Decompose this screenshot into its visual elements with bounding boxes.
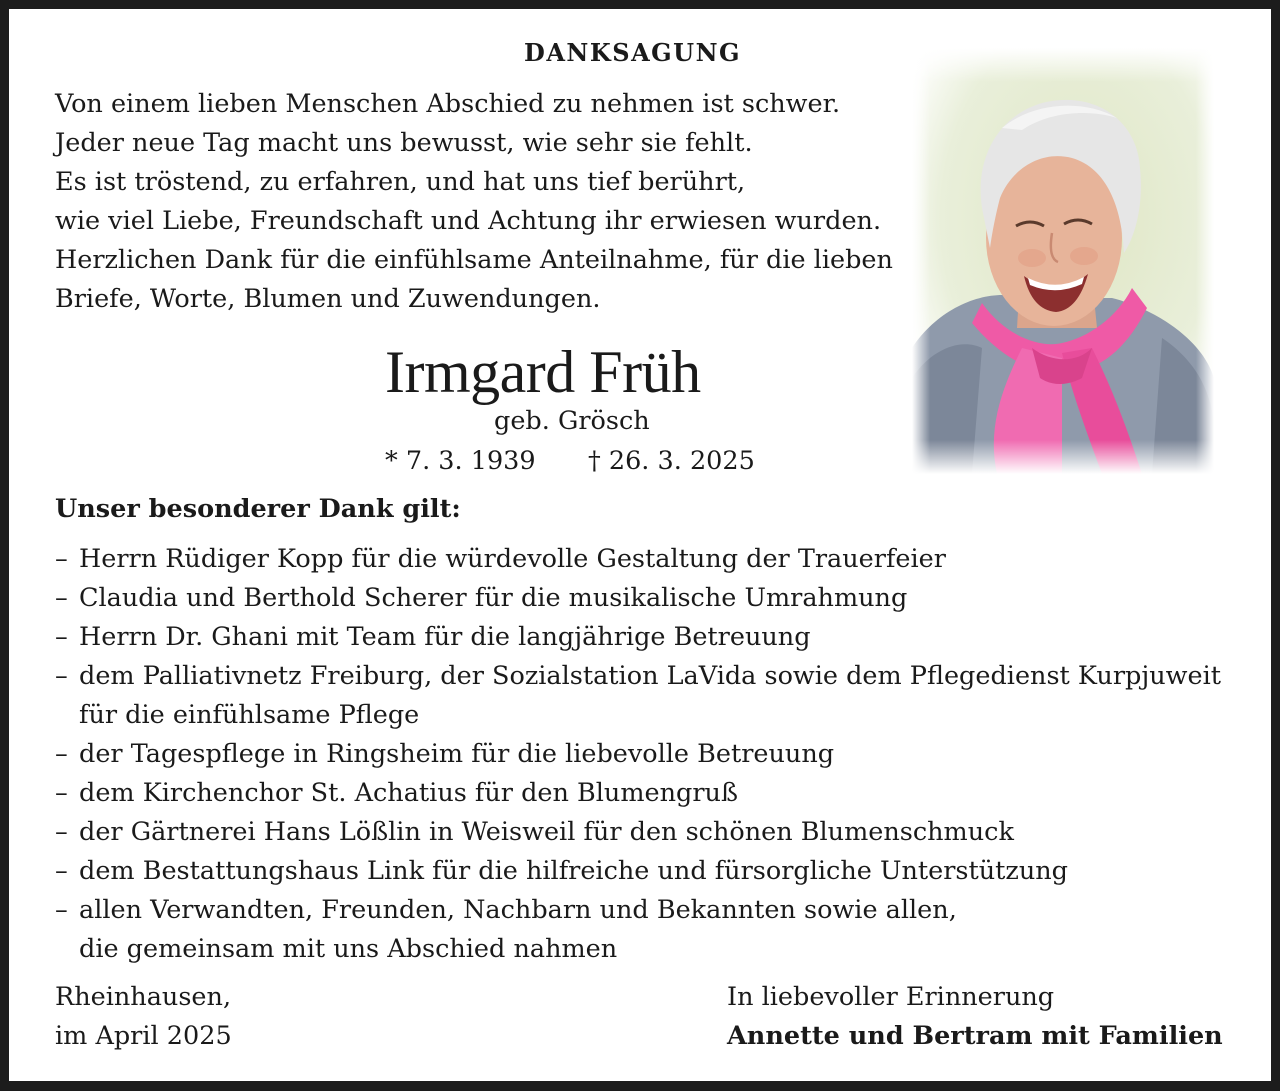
list-item xyxy=(55,774,1221,813)
intro-line: Herzlichen Dank für die einfühlsame Anteilnahme, für die lieben xyxy=(55,245,893,275)
thanks-list xyxy=(55,540,1221,969)
deceased-name: Irmgard Früh xyxy=(385,339,701,405)
place: Rheinhausen, xyxy=(55,982,232,1012)
list-item xyxy=(55,891,1221,969)
notice-heading: DANKSAGUNG xyxy=(524,38,742,67)
list-item-text: die gemeinsam mit uns Abschied nahmen xyxy=(79,934,618,964)
list-item-text: für die einfühlsame Pflege xyxy=(79,700,420,730)
list-item xyxy=(55,579,1221,618)
intro-line: Es ist tröstend, zu erfahren, und hat uns tief berührt, xyxy=(55,167,746,197)
intro-text xyxy=(55,85,893,319)
list-item-text: dem Palliativnetz Freiburg, der Sozialstation LaVida sowie dem Pflegedienst Kurpjuweit xyxy=(79,661,1221,691)
list-item-text: der Gärtnerei Hans Lößlin in Weisweil für den schönen Blumenschmuck xyxy=(79,817,1014,847)
list-dash: – xyxy=(55,583,68,613)
death-date: † 26. 3. 2025 xyxy=(588,446,755,476)
portrait-illustration xyxy=(912,48,1214,474)
list-item xyxy=(55,540,1221,579)
list-dash: – xyxy=(55,661,68,691)
list-item xyxy=(55,657,1221,735)
list-item-text: dem Bestattungshaus Link für die hilfreiche und fürsorgliche Unterstützung xyxy=(79,856,1069,886)
intro-line: wie viel Liebe, Freundschaft und Achtung ihr erwiesen wurden. xyxy=(55,206,882,236)
list-item xyxy=(55,735,1221,774)
list-dash: – xyxy=(55,895,68,925)
thanks-title: Unser besonderer Dank gilt: xyxy=(55,494,461,524)
closing-block xyxy=(727,978,1223,1056)
list-item-text: Claudia und Berthold Scherer für die musikalische Umrahmung xyxy=(79,583,908,613)
list-dash: – xyxy=(55,544,68,574)
intro-line: Jeder neue Tag macht uns bewusst, wie sehr sie fehlt. xyxy=(55,128,753,158)
list-item-text: Herrn Rüdiger Kopp für die würdevolle Gestaltung der Trauerfeier xyxy=(79,544,946,574)
list-dash: – xyxy=(55,739,68,769)
memory-line: In liebevoller Erinnerung xyxy=(727,982,1055,1012)
list-item-text: Herrn Dr. Ghani mit Team für die langjährige Betreuung xyxy=(79,622,811,652)
portrait-photo xyxy=(912,48,1214,474)
signature: Annette und Bertram mit Familien xyxy=(727,1021,1223,1051)
birth-date: * 7. 3. 1939 xyxy=(385,446,536,476)
list-item xyxy=(55,618,1221,657)
intro-line: Von einem lieben Menschen Abschied zu nehmen ist schwer. xyxy=(55,89,841,119)
list-item-text: dem Kirchenchor St. Achatius für den Blumengruß xyxy=(79,778,739,808)
list-dash: – xyxy=(55,817,68,847)
date: im April 2025 xyxy=(55,1021,232,1051)
list-dash: – xyxy=(55,622,68,652)
list-item-text: der Tagespflege in Ringsheim für die liebevolle Betreuung xyxy=(79,739,835,769)
list-item-text: allen Verwandten, Freunden, Nachbarn und Bekannten sowie allen, xyxy=(79,895,957,925)
list-dash: – xyxy=(55,778,68,808)
list-item xyxy=(55,852,1221,891)
intro-line: Briefe, Worte, Blumen und Zuwendungen. xyxy=(55,284,601,314)
place-date xyxy=(55,978,232,1056)
list-item xyxy=(55,813,1221,852)
birth-name: geb. Grösch xyxy=(494,406,650,436)
list-dash: – xyxy=(55,856,68,886)
